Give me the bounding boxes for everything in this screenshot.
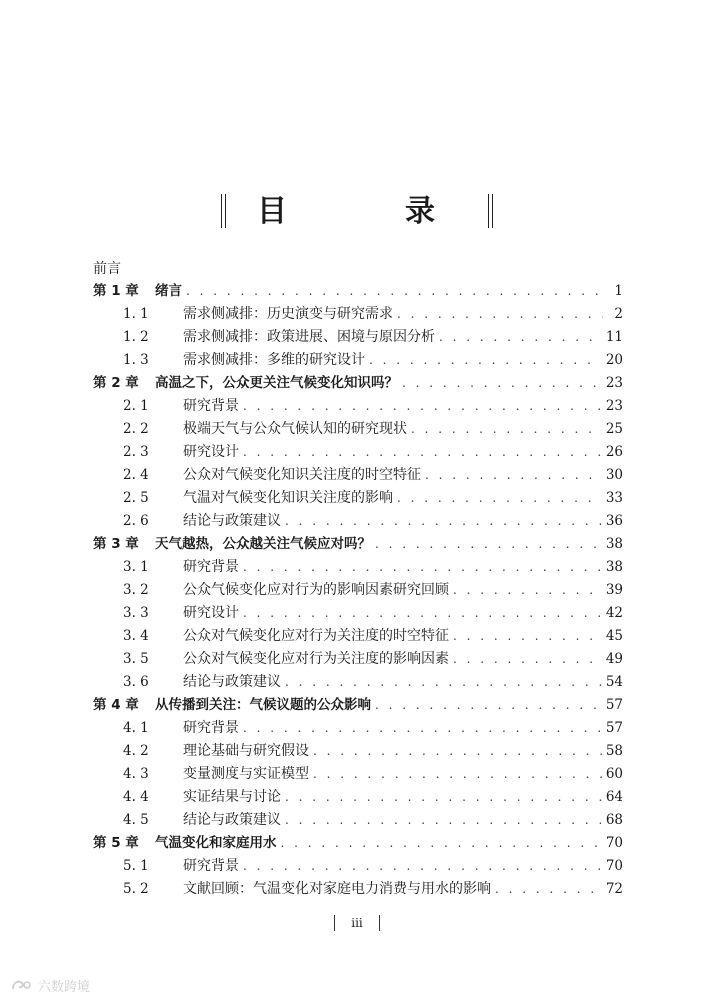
toc-entry-number: 2. 2 — [123, 421, 149, 437]
toc-section-row[interactable] — [93, 395, 623, 418]
toc-entry-page: 39 — [605, 582, 623, 598]
toc-entry-title: 理论基础与研究假设 — [183, 743, 309, 759]
toc-dot-leader — [313, 740, 602, 763]
toc-entry-title: 研究设计 — [183, 444, 239, 460]
toc-entry-page: 33 — [605, 490, 623, 506]
toc-chapter-row[interactable] — [93, 372, 623, 395]
toc-entry-page: 58 — [605, 743, 623, 759]
toc-section-row[interactable] — [93, 326, 623, 349]
toc-dot-leader — [453, 625, 602, 648]
toc-entry-number: 2. 6 — [123, 513, 149, 529]
toc-entry-page: 30 — [605, 467, 623, 483]
toc-entry-number: 2. 5 — [123, 490, 149, 506]
toc-entry-number: 第 5 章 — [93, 835, 139, 851]
toc-entry-title: 结论与政策建议 — [183, 812, 281, 828]
toc-dot-leader — [439, 326, 602, 349]
toc-entry-page: 57 — [605, 720, 623, 736]
toc-chapter-row[interactable] — [93, 832, 623, 855]
toc-entry-number: 第 1 章 — [93, 283, 139, 299]
toc-entry-number: 2. 4 — [123, 467, 149, 483]
toc-dot-leader — [375, 694, 602, 717]
toc-entry-page: 36 — [605, 513, 623, 529]
toc-entry-number: 2. 3 — [123, 444, 149, 460]
toc-section-row[interactable] — [93, 763, 623, 786]
toc-entry-title: 结论与政策建议 — [183, 513, 281, 529]
toc-entry-number: 3. 2 — [123, 582, 149, 598]
toc-entry-title: 需求侧减排：历史演变与研究需求 — [183, 306, 393, 322]
toc-entry-title: 气温对气候变化知识关注度的影响 — [183, 490, 393, 506]
toc-dot-leader — [453, 648, 602, 671]
toc-entry-title: 公众对气候变化知识关注度的时空特征 — [183, 467, 421, 483]
toc-section-row[interactable] — [93, 418, 623, 441]
toc-entry-number: 第 2 章 — [93, 375, 139, 391]
toc-entry-number: 1. 1 — [123, 306, 149, 322]
toc-entry-number: 4. 2 — [123, 743, 149, 759]
toc-section-row[interactable] — [93, 441, 623, 464]
toc-entry-number: 5. 2 — [123, 881, 149, 897]
toc-entry-title: 文献回顾：气温变化对家庭电力消费与用水的影响 — [183, 881, 491, 897]
toc-section-row[interactable] — [93, 809, 623, 832]
toc-section-row[interactable] — [93, 625, 623, 648]
toc-entry-page: 11 — [605, 329, 623, 345]
toc-entry-number: 4. 5 — [123, 812, 149, 828]
toc-entry-number: 3. 3 — [123, 605, 149, 621]
toc-entry-page: 45 — [605, 628, 623, 644]
toc-dot-leader — [186, 280, 603, 303]
toc-entry-title: 需求侧减排：政策进展、困境与原因分析 — [183, 329, 435, 345]
page-footer — [0, 912, 714, 932]
toc-section-row[interactable] — [93, 349, 623, 372]
toc-entry-page: 70 — [605, 835, 623, 851]
toc-entry-title: 绪言 — [155, 283, 182, 299]
toc-entry-page: 26 — [605, 444, 623, 460]
toc-dot-leader — [495, 878, 602, 901]
toc-entry-page: 54 — [605, 674, 623, 690]
toc-entry-page: 68 — [605, 812, 623, 828]
watermark — [10, 975, 90, 995]
toc-section-row[interactable] — [93, 878, 623, 901]
toc-section-row[interactable] — [93, 855, 623, 878]
toc-section-row[interactable] — [93, 717, 623, 740]
toc-entry-page: 2 — [614, 306, 623, 322]
toc-section-row[interactable] — [93, 648, 623, 671]
toc-entry-number: 3. 5 — [123, 651, 149, 667]
toc-dot-leader — [285, 786, 602, 809]
toc-entry-title: 研究背景 — [183, 559, 239, 575]
footer-rule-right — [379, 915, 380, 931]
title-rule-left-outer — [221, 194, 222, 228]
toc-entry-title: 天气越热，公众越关注气候应对吗？ — [155, 536, 371, 552]
toc-entry-title: 公众气候变化应对行为的影响因素研究回顾 — [183, 582, 449, 598]
toc-dot-leader — [243, 602, 602, 625]
toc-chapter-row[interactable] — [93, 533, 623, 556]
toc-entry-page: 1 — [614, 283, 623, 299]
toc-dot-leader — [375, 533, 602, 556]
toc-entry-page: 60 — [605, 766, 623, 782]
toc-dot-leader — [285, 809, 602, 832]
toc-entry-number: 4. 1 — [123, 720, 149, 736]
toc-entry-page: 25 — [605, 421, 623, 437]
toc-entry-page: 49 — [605, 651, 623, 667]
toc-chapter-row[interactable] — [93, 280, 623, 303]
page-number: iii — [351, 915, 363, 930]
toc-entry-number: 3. 1 — [123, 559, 149, 575]
title-rule-right-outer — [492, 194, 493, 228]
toc-entry-number: 4. 4 — [123, 789, 149, 805]
title-rule-right-inner — [488, 194, 489, 228]
toc-entry-title: 研究设计 — [183, 605, 239, 621]
toc-dot-leader — [243, 717, 602, 740]
toc-dot-leader — [425, 464, 602, 487]
toc-section-row[interactable] — [93, 671, 623, 694]
toc-section-row[interactable] — [93, 602, 623, 625]
table-of-contents — [93, 258, 623, 901]
title-frame — [221, 190, 493, 234]
toc-entry-title: 研究背景 — [183, 398, 239, 414]
toc-entry-page: 38 — [605, 536, 623, 552]
toc-entry-page: 57 — [605, 697, 623, 713]
toc-entry-page: 42 — [605, 605, 623, 621]
toc-entry-number: 第 4 章 — [93, 697, 139, 713]
toc-entry-title: 结论与政策建议 — [183, 674, 281, 690]
toc-entry-title: 从传播到关注：气候议题的公众影响 — [155, 697, 371, 713]
toc-dot-leader — [243, 395, 602, 418]
toc-entry-page: 20 — [605, 352, 623, 368]
toc-dot-leader — [285, 510, 602, 533]
toc-entry-title: 研究背景 — [183, 858, 239, 874]
toc-entry-page: 64 — [605, 789, 623, 805]
toc-entry-title: 气温变化和家庭用水 — [155, 835, 277, 851]
toc-entry-title: 研究背景 — [183, 720, 239, 736]
toc-dot-leader — [285, 671, 602, 694]
title-rule-left-inner — [225, 194, 226, 228]
toc-entry-page: 23 — [605, 398, 623, 414]
toc-entry-title: 公众对气候变化应对行为关注度的时空特征 — [183, 628, 449, 644]
toc-entry-title: 需求侧减排：多维的研究设计 — [183, 352, 365, 368]
toc-entry-title: 公众对气候变化应对行为关注度的影响因素 — [183, 651, 449, 667]
toc-section-row[interactable] — [93, 740, 623, 763]
toc-dot-leader — [411, 418, 602, 441]
toc-dot-leader — [369, 349, 602, 372]
toc-entry-page: 72 — [605, 881, 623, 897]
toc-section-row[interactable] — [93, 464, 623, 487]
toc-entry-number: 1. 3 — [123, 352, 149, 368]
toc-entry-number: 1. 2 — [123, 329, 149, 345]
watermark-text: 六数跨境 — [38, 979, 91, 995]
toc-section-row[interactable] — [93, 786, 623, 809]
toc-entry-title: 实证结果与讨论 — [183, 789, 281, 805]
toc-section-row[interactable] — [93, 579, 623, 602]
toc-dot-leader — [243, 441, 602, 464]
toc-dot-leader — [243, 855, 602, 878]
toc-entry-number: 3. 6 — [123, 674, 149, 690]
footer-rule-left — [334, 915, 335, 931]
title-text: 目 录 — [257, 194, 479, 229]
toc-entry-title: 变量测度与实证模型 — [183, 766, 309, 782]
toc-dot-leader — [397, 487, 602, 510]
toc-entry-number: 2. 1 — [123, 398, 149, 414]
toc-entry-number: 5. 1 — [123, 858, 149, 874]
toc-entry-title: 高温之下，公众更关注气候变化知识吗？ — [155, 375, 398, 391]
toc-entry-page: 23 — [605, 375, 623, 391]
toc-section-row[interactable] — [93, 303, 623, 326]
toc-entry-number: 3. 4 — [123, 628, 149, 644]
toc-preface[interactable]: 前言 — [93, 261, 121, 277]
toc-dot-leader — [402, 372, 602, 395]
toc-section-row[interactable] — [93, 556, 623, 579]
toc-section-row[interactable] — [93, 487, 623, 510]
toc-entry-title: 极端天气与公众气候认知的研究现状 — [183, 421, 407, 437]
toc-chapter-row[interactable] — [93, 694, 623, 717]
toc-section-row[interactable] — [93, 510, 623, 533]
page-title — [0, 190, 714, 234]
toc-dot-leader — [313, 763, 602, 786]
toc-dot-leader — [243, 556, 602, 579]
toc-dot-leader — [281, 832, 602, 855]
toc-entry-page: 70 — [605, 858, 623, 874]
toc-entry-number: 第 3 章 — [93, 536, 139, 552]
toc-dot-leader — [397, 303, 603, 326]
toc-dot-leader — [453, 579, 602, 602]
watermark-logo-icon — [10, 977, 34, 993]
toc-entry-page: 38 — [605, 559, 623, 575]
toc-entry-number: 4. 3 — [123, 766, 149, 782]
